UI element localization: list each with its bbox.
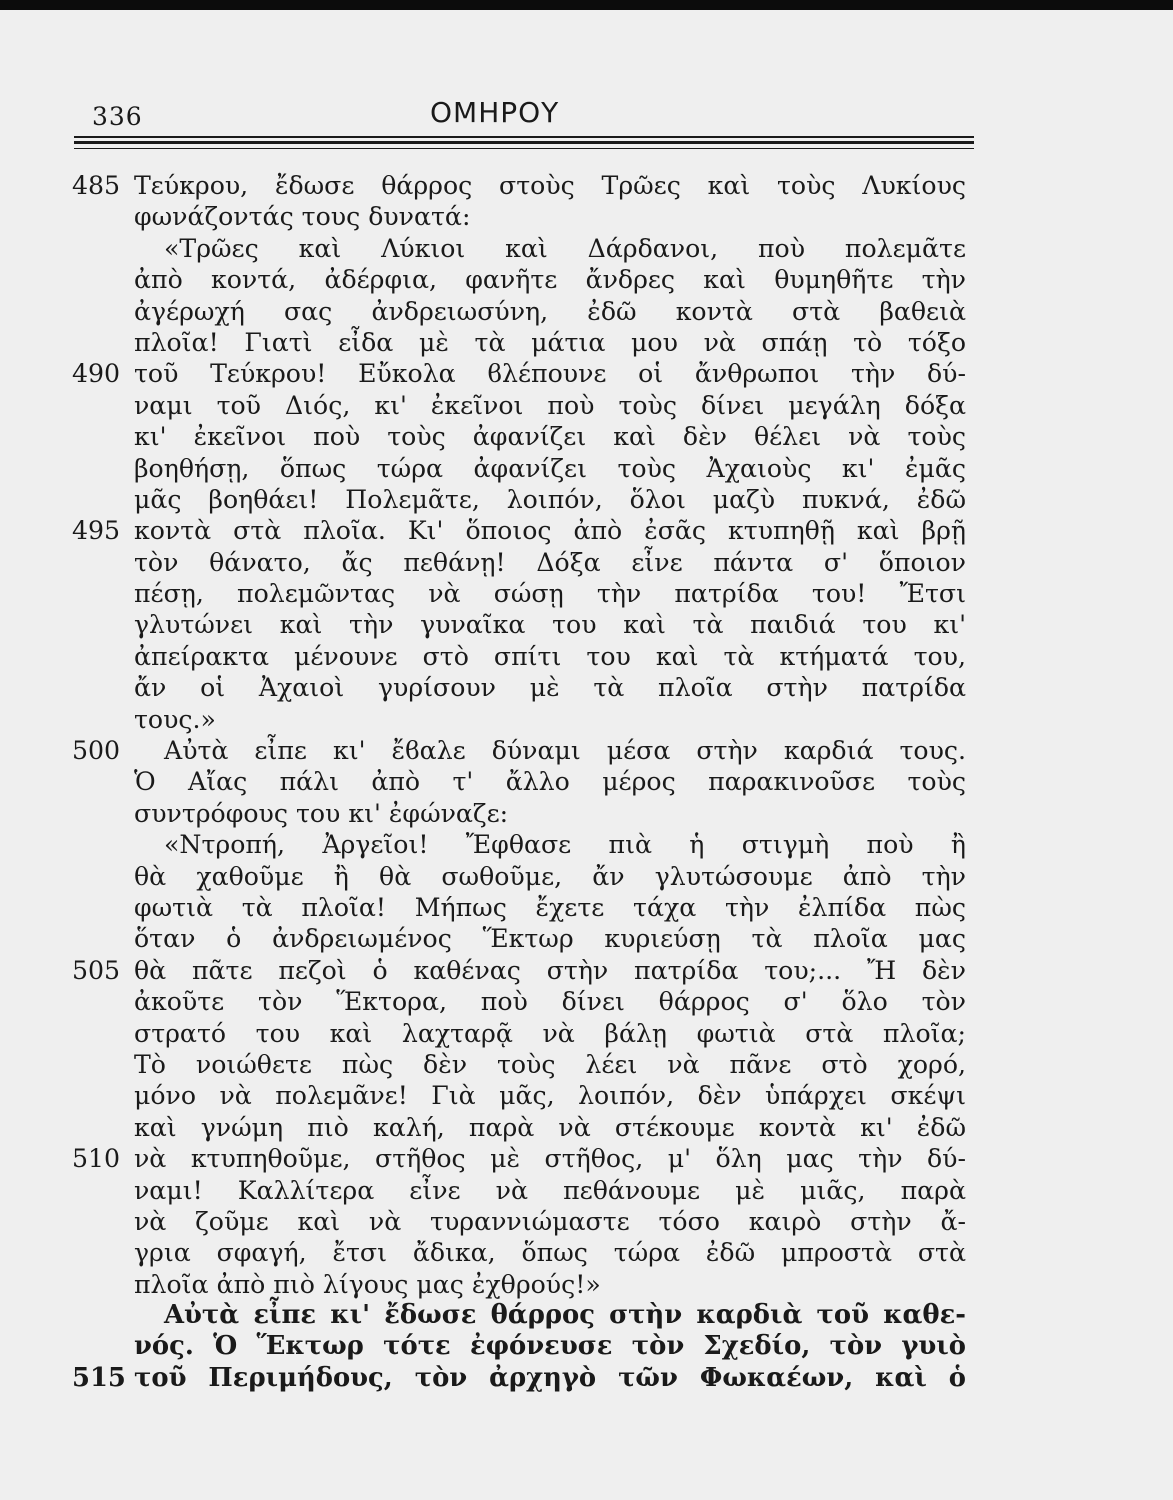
text-line: [0, 390, 1173, 421]
line-text: συντρόφους του κι' ἐφώναζε:: [134, 798, 509, 828]
text-line: [0, 1080, 1173, 1111]
body-text: [0, 170, 1173, 1394]
line-text: βοηθήσῃ, ὅπως τώρα ἀφανίζει τοὺς Ἀχαιοὺς κι' ἐμᾶς: [134, 453, 966, 483]
header-rule: [74, 148, 974, 149]
text-line: [0, 923, 1173, 954]
line-text: ἀγέρωχή σας ἀνδρειωσύνη, ἐδῶ κοντὰ στὰ βαθειὰ: [134, 296, 966, 326]
line-text: τοῦ Περιμήδους, τὸν ἀρχηγὸ τῶν Φωκαέων, καὶ ὁ: [134, 1362, 966, 1393]
text-line: [0, 327, 1173, 358]
text-line: [0, 1175, 1173, 1206]
line-text: τοῦ Τεύκρου! Εὔκολα ϐλέπουνε οἱ ἄνθρωποι τὴν δύ-: [134, 359, 966, 389]
line-text: ἀκοῦτε τὸν Ἕκτορα, ποὺ δίνει θάρρος σ' ὅλο τὸν: [134, 987, 966, 1017]
text-line: [0, 829, 1173, 860]
text-line: [0, 453, 1173, 484]
line-text: Ὁ Αἴας πάλι ἀπὸ τ' ἄλλο μέρος παρακινοῦσε τοὺς: [134, 767, 966, 797]
line-text: τους.»: [134, 704, 216, 734]
text-line: [0, 201, 1173, 232]
line-text: νὰ ζοῦμε καὶ νὰ τυραννιώμαστε τόσο καιρὸ στὴν ἄ-: [134, 1206, 966, 1236]
line-number: 505: [72, 955, 121, 985]
text-line: [0, 421, 1173, 452]
line-text: κοντὰ στὰ πλοῖα. Κι' ὅποιος ἀπὸ ἐσᾶς κτυπηθῇ καὶ βρῇ: [134, 516, 966, 546]
line-text: «Ντροπή, Ἀργεῖοι! Ἔφθασε πιὰ ἡ στιγμὴ ποὺ ἢ: [164, 830, 966, 860]
text-line: [0, 264, 1173, 295]
line-text: νός. Ὁ Ἕκτωρ τότε ἐφόνευσε τὸν Σχεδίο, τὸν γυιὸ: [134, 1331, 966, 1362]
text-line: [0, 861, 1173, 892]
line-text: πλοῖα! Γιατὶ εἶδα μὲ τὰ μάτια μου νὰ σπάῃ τὸ τόξο: [134, 327, 966, 357]
line-text: τὸν θάνατο, ἄς πεθάνῃ! Δόξα εἶνε πάντα σ' ὅποιον: [134, 547, 966, 577]
text-line: [0, 1143, 1173, 1174]
text-line: [0, 170, 1173, 201]
text-line: [0, 1237, 1173, 1268]
text-line: [0, 672, 1173, 703]
text-line: [0, 1269, 1173, 1300]
text-line: [0, 1112, 1173, 1143]
header-rule: [74, 141, 974, 144]
text-line: [0, 986, 1173, 1017]
header-rule: [74, 136, 974, 138]
line-text: Τεύκρου, ἔδωσε θάρρος στοὺς Τρῶες καὶ τοὺς Λυκίους: [134, 171, 966, 200]
line-number: 510: [72, 1144, 121, 1174]
page-header: [0, 0, 1173, 160]
line-text: γρια σφαγή, ἔτσι ἄδικα, ὅπως τώρα ἐδῶ μπροστὰ στὰ: [134, 1238, 966, 1268]
text-line: [0, 609, 1173, 640]
text-line: [0, 233, 1173, 264]
running-title: ΟΜΗΡΟΥ: [430, 96, 560, 129]
line-text: «Τρῶες καὶ Λύκιοι καὶ Δάρδανοι, ποὺ πολεμᾶτε: [164, 233, 966, 263]
line-text: μᾶς βοηθάει! Πολεμᾶτε, λοιπόν, ὅλοι μαζὺ πυκνά, ἐδῶ: [134, 484, 966, 514]
line-text: πέσῃ, πολεμῶντας νὰ σώσῃ τὴν πατρίδα του! Ἔτσι: [134, 579, 966, 609]
text-line: [0, 641, 1173, 672]
text-line: [0, 1363, 1173, 1394]
line-text: φωνάζοντάς τους δυνατά:: [134, 202, 471, 232]
line-text: γλυτώνει καὶ τὴν γυναῖκα του καὶ τὰ παιδιά του κι': [134, 610, 966, 640]
line-text: μόνο νὰ πολεμᾶνε! Γιὰ μᾶς, λοιπόν, δὲν ὑπάρχει σκέψι: [134, 1081, 966, 1111]
text-line: [0, 515, 1173, 546]
text-line: [0, 1331, 1173, 1362]
text-line: [0, 798, 1173, 829]
line-text: πλοῖα ἀπὸ πιὸ λίγους μας ἐχθρούς!»: [134, 1269, 601, 1299]
line-number: 485: [72, 171, 121, 200]
line-text: ναμι! Καλλίτερα εἶνε νὰ πεθάνουμε μὲ μιᾶς, παρὰ: [134, 1175, 966, 1205]
line-number: 490: [72, 359, 121, 389]
line-text: Αὐτὰ εἶπε κι' ἔϐαλε δύναμι μέσα στὴν καρδιά τους.: [164, 736, 966, 766]
line-text: φωτιὰ τὰ πλοῖα! Μήπως ἔχετε τάχα τὴν ἐλπίδα πὼς: [134, 892, 966, 922]
line-text: ἀπὸ κοντά, ἀδέρφια, φανῆτε ἄνδρες καὶ θυμηθῆτε τὴν: [134, 265, 966, 295]
line-text: ναμι τοῦ Διός, κι' ἐκεῖνοι ποὺ τοὺς δίνει μεγάλη δόξα: [134, 390, 966, 420]
text-line: [0, 1018, 1173, 1049]
text-line: [0, 547, 1173, 578]
line-text: ἄν οἱ Ἀχαιοὶ γυρίσουν μὲ τὰ πλοῖα στὴν πατρίδα: [134, 673, 966, 703]
text-line: [0, 578, 1173, 609]
page-number: 336: [92, 102, 143, 131]
line-number: 500: [72, 736, 121, 766]
text-line: [0, 1206, 1173, 1237]
line-number: 495: [72, 516, 121, 546]
text-line: [0, 296, 1173, 327]
line-text: νὰ κτυπηθοῦμε, στῆθος μὲ στῆθος, μ' ὅλη μας τὴν δύ-: [134, 1144, 966, 1174]
line-text: ἀπείρακτα μένουνε στὸ σπίτι του καὶ τὰ κτήματά του,: [134, 641, 966, 671]
text-line: [0, 766, 1173, 797]
text-line: [0, 955, 1173, 986]
text-line: [0, 484, 1173, 515]
line-text: θὰ χαθοῦμε ἢ θὰ σωθοῦμε, ἄν γλυτώσουμε ἀπὸ τὴν: [134, 861, 966, 891]
text-line: [0, 704, 1173, 735]
line-text: θὰ πᾶτε πεζοὶ ὁ καθένας στὴν πατρίδα του;... Ἤ δὲν: [134, 955, 966, 985]
line-text: Αὐτὰ εἶπε κι' ἔδωσε θάρρος στὴν καρδιὰ τοῦ καθε-: [164, 1300, 966, 1331]
text-line: [0, 892, 1173, 923]
line-text: καὶ γνώμη πιὸ καλή, παρὰ νὰ στέκουμε κοντὰ κι' ἐδῶ: [134, 1112, 966, 1142]
text-line: [0, 1300, 1173, 1331]
line-number: 515: [72, 1362, 126, 1393]
text-line: [0, 358, 1173, 389]
line-text: στρατό του καὶ λαχταρᾷ νὰ βάλῃ φωτιὰ στὰ πλοῖα;: [134, 1018, 966, 1048]
line-text: ὅταν ὁ ἀνδρειωμένος Ἕκτωρ κυριεύσῃ τὰ πλοῖα μας: [134, 924, 966, 954]
text-line: [0, 735, 1173, 766]
text-line: [0, 1049, 1173, 1080]
line-text: κι' ἐκεῖνοι ποὺ τοὺς ἀφανίζει καὶ δὲν θέλει νὰ τοὺς: [134, 422, 966, 452]
line-text: Τὸ νοιώθετε πὼς δὲν τοὺς λέει νὰ πᾶνε στὸ χορό,: [134, 1049, 966, 1079]
